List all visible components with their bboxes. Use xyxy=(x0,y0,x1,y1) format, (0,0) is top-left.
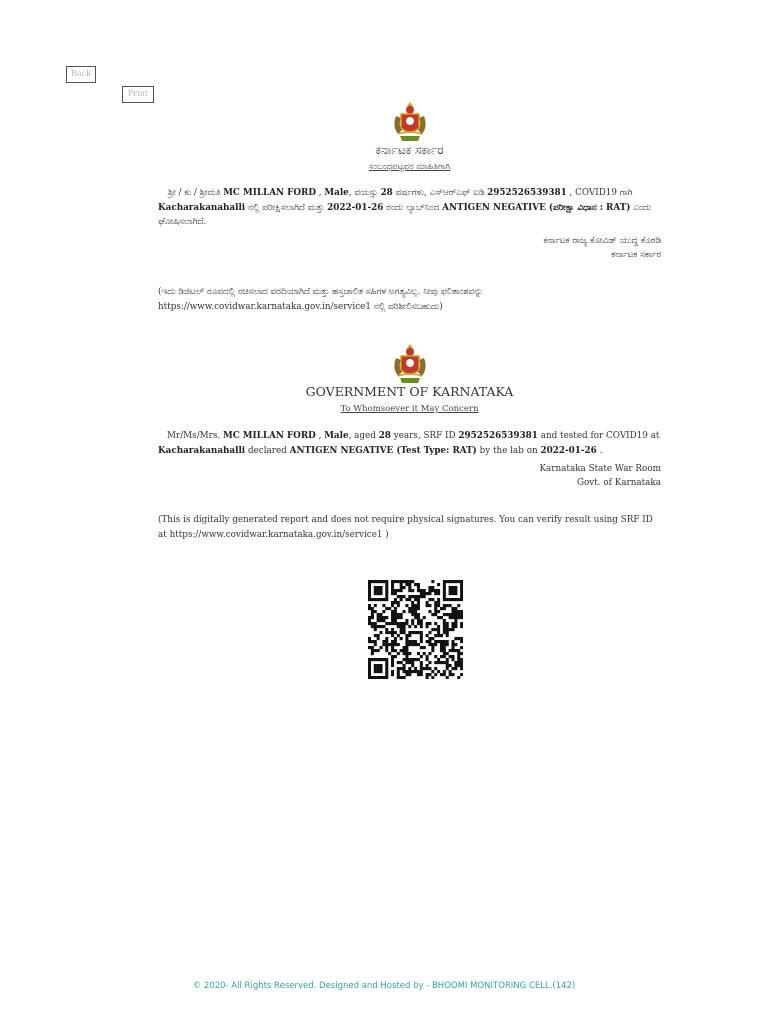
print-button[interactable]: Print xyxy=(122,86,154,103)
karnataka-emblem-icon xyxy=(388,342,432,386)
en-result: ANTIGEN NEGATIVE (Test Type: RAT) xyxy=(289,445,477,456)
english-subtitle: To Whomsoever it May Concern xyxy=(340,404,479,414)
karnataka-emblem-icon xyxy=(388,100,432,144)
footer-copyright: © 2020- All Rights Reserved. Designed and Hosted by - BHOOMI MONITORING CELL.(142) xyxy=(192,981,576,991)
qr-code-icon xyxy=(368,580,463,679)
english-signature: Karnataka State War Room Govt. of Karnataka xyxy=(539,464,661,488)
kn-location: Kacharakanahalli xyxy=(158,202,246,213)
kannada-signature: ಕರ್ನಾಟಕ ರಾಜ್ಯ ಕೋವಿಡ್ ಯುದ್ಧ ಕೊಠಡಿ ಕರ್ನಾಟಕ ಸರ್ಕಾರ xyxy=(543,236,661,260)
kn-patient-name: MC MILLAN FORD xyxy=(223,188,316,198)
kannada-subtitle: ಸಂಬಂಧಪಟ್ಟವರ ಮಾಹಿತಿಗಾಗಿ xyxy=(368,162,451,172)
kannada-title: ಕರ್ನಾಟಕ ಸರ್ಕಾರ xyxy=(375,143,444,157)
en-date: 2022-01-26 xyxy=(540,445,597,456)
kn-srf-id: 2952526539381 xyxy=(487,188,567,198)
english-statement: Mr/Ms/Mrs. MC MILLAN FORD , Male, aged 28 years, SRF ID 2952526539381 and tested for COVID19 at Kacharakanahalli declared ANTIGEN NEGATIVE (Test Type: RAT) by the lab on 2022-01-26 . xyxy=(158,431,660,456)
back-button[interactable]: Back xyxy=(66,66,96,83)
english-title: GOVERNMENT OF KARNATAKA xyxy=(305,384,514,399)
kn-gender: Male xyxy=(324,188,349,198)
en-location: Kacharakanahalli xyxy=(158,445,246,456)
en-patient-name: MC MILLAN FORD xyxy=(222,431,316,441)
en-srf-id: 2952526539381 xyxy=(458,431,538,441)
en-age: 28 xyxy=(378,431,391,441)
english-note: (This is digitally generated report and does not require physical signatures. You can verify result using SRF ID at https://www.covidwar.karnataka.gov.in/service1 ) xyxy=(158,515,653,540)
kannada-note: (ಇದು ಡಿಜಿಟಲ್ ರೂಪದಲ್ಲಿ ರಚಿಸಲಾದ ವರದಿಯಾಗಿದೆ ಮತ್ತು ಹಸ್ತಚಾಲಿತ ಸಹಿಗಳ ಅಗತ್ಯವಿಲ್ಲ. ನೀವು ಫಲಿತಾಂಶವನ್ನು https://www.covidwar.karnataka.gov.in/service1 ನಲ್ಲಿ ಪರಿಶೀಲಿಸಬಹುದು) xyxy=(158,287,483,312)
kn-result: ANTIGEN NEGATIVE (ಪರೀಕ್ಷಾ ವಿಧಾನ : RAT) xyxy=(442,202,631,213)
kannada-statement: ಶ್ರೀ / ಕು / ಶ್ರೀಮತಿ MC MILLAN FORD , Male, ವಯಸ್ಸು 28 ವರ್ಷಗಳು, ಎಸ್‌ಆರ್‌ಎಫ್ ಐಡಿ 2952526539381 , COVID19 ಗಾಗಿ Kacharakanahalli ನಲ್ಲಿ ಪರೀಕ್ಷಿಸಲಾಗಿದೆ ಮತ್ತು 2022-01-26 ರಂದು ಲ್ಯಾಬ್‌ನಿಂದ ANTIGEN NEGATIVE (ಪರೀಕ್ಷಾ ವಿಧಾನ : RAT) ಎಂದು ಘೋಷಿಸಲಾಗಿದೆ. xyxy=(158,188,652,227)
en-gender: Male xyxy=(324,431,349,441)
kn-age: 28 xyxy=(380,188,393,198)
kn-date: 2022-01-26 xyxy=(327,202,384,213)
